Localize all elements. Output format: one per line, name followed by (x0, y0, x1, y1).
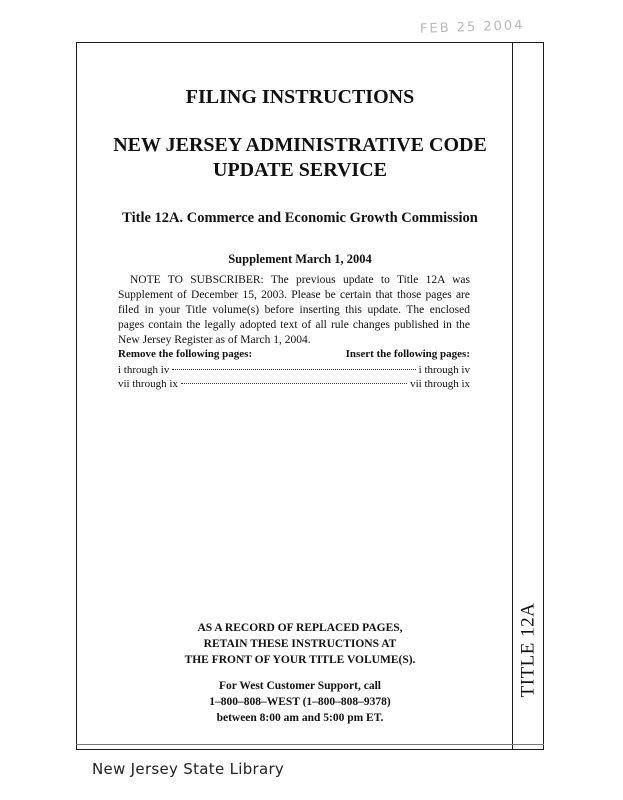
page-row (118, 378, 470, 390)
title-number: Title 12A. Commerce and Economic Growth Commission (122, 210, 478, 226)
supplement-date: Supplement March 1, 2004 (228, 252, 372, 266)
library-stamp: New Jersey State Library (92, 760, 285, 778)
pages-header (118, 348, 470, 360)
customer-support-line-3: between 8:00 am and 5:00 pm ET. (216, 712, 384, 724)
customer-support-line-1: For West Customer Support, call (219, 680, 381, 692)
code-title-line-2: UPDATE SERVICE (213, 159, 387, 181)
customer-support-line-2: 1–800–808–WEST (1–800–808–9378) (209, 696, 391, 708)
title-tab-label: TITLE 12A (517, 602, 539, 698)
dot-leader (181, 383, 407, 384)
code-title-line-1: NEW JERSEY ADMINISTRATIVE CODE (113, 134, 487, 156)
remove-pages-header: Remove the following pages: (118, 348, 253, 360)
page-title: FILING INSTRUCTIONS (185, 86, 415, 108)
bottom-rule (76, 744, 544, 745)
code-title (90, 133, 510, 183)
remove-pages-value: i through iv (118, 364, 170, 376)
insert-pages-value: vii through ix (410, 378, 470, 390)
title-tab-label-wrap (512, 600, 544, 700)
customer-support (90, 678, 510, 726)
record-notice-line-2: RETAIN THESE INSTRUCTIONS AT (203, 638, 397, 650)
insert-pages-header: Insert the following pages: (345, 348, 470, 360)
note-to-subscriber: NOTE TO SUBSCRIBER: The previous update to Title 12A was Supplement of December 15, 2003. Please be certain that those pages are filed in your Title volume(s) before inserting this update. The enclosed pages contain the legally adopted text of all rule changes published in the New Jersey Register as of March 1, 2004. (118, 274, 470, 346)
record-notice-line-1: AS A RECORD OF REPLACED PAGES, (197, 622, 403, 634)
record-notice-line-3: THE FRONT OF YOUR TITLE VOLUME(S). (184, 654, 416, 666)
received-date-stamp: FEB 25 2004 (419, 18, 525, 37)
dot-leader (172, 369, 415, 370)
record-notice (90, 620, 510, 668)
insert-pages-value: i through iv (418, 364, 470, 376)
page-row (118, 364, 470, 376)
remove-pages-value: vii through ix (118, 378, 178, 390)
